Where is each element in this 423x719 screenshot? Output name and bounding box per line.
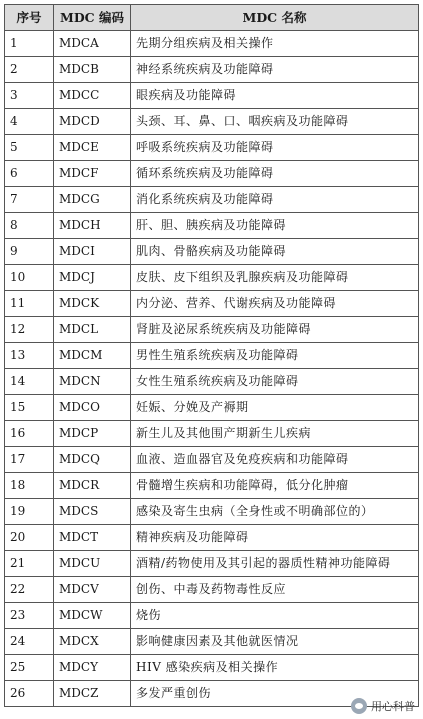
- cell-code: MDCH: [54, 213, 131, 239]
- cell-name: 循环系统疾病及功能障碍: [131, 161, 419, 187]
- table-row: [5, 109, 419, 135]
- cell-name: 精神疾病及功能障碍: [131, 525, 419, 551]
- cell-name: 酒精/药物使用及其引起的器质性精神功能障碍: [131, 551, 419, 577]
- cell-seq: 21: [5, 551, 54, 577]
- watermark-text: 用心科普: [371, 700, 415, 713]
- cell-seq: 8: [5, 213, 54, 239]
- table-row: [5, 395, 419, 421]
- cell-seq: 15: [5, 395, 54, 421]
- cell-name: 头颈、耳、鼻、口、咽疾病及功能障碍: [131, 109, 419, 135]
- cell-seq: 26: [5, 681, 54, 707]
- cell-seq: 7: [5, 187, 54, 213]
- cell-code: MDCZ: [54, 681, 131, 707]
- cell-name: 男性生殖系统疾病及功能障碍: [131, 343, 419, 369]
- cell-code: MDCA: [54, 31, 131, 57]
- table-row: [5, 317, 419, 343]
- cell-seq: 11: [5, 291, 54, 317]
- table-row: [5, 187, 419, 213]
- cell-seq: 2: [5, 57, 54, 83]
- table-header-row: [5, 5, 419, 31]
- cell-code: MDCY: [54, 655, 131, 681]
- cell-name: 肝、胆、胰疾病及功能障碍: [131, 213, 419, 239]
- cell-code: MDCP: [54, 421, 131, 447]
- table-row: [5, 577, 419, 603]
- cell-seq: 24: [5, 629, 54, 655]
- cell-seq: 18: [5, 473, 54, 499]
- header-code: MDC 编码: [54, 5, 131, 31]
- cell-code: MDCF: [54, 161, 131, 187]
- table-row: [5, 161, 419, 187]
- cell-seq: 1: [5, 31, 54, 57]
- table-row: [5, 629, 419, 655]
- cell-seq: 4: [5, 109, 54, 135]
- cell-name: 肌肉、骨骼疾病及功能障碍: [131, 239, 419, 265]
- cell-name: 眼疾病及功能障碍: [131, 83, 419, 109]
- table-row: [5, 473, 419, 499]
- cell-name: 皮肤、皮下组织及乳腺疾病及功能障碍: [131, 265, 419, 291]
- table-row: [5, 291, 419, 317]
- cell-name: 影响健康因素及其他就医情况: [131, 629, 419, 655]
- table-row: [5, 369, 419, 395]
- cell-code: MDCL: [54, 317, 131, 343]
- cell-seq: 19: [5, 499, 54, 525]
- cell-code: MDCE: [54, 135, 131, 161]
- cell-name: 神经系统疾病及功能障碍: [131, 57, 419, 83]
- table-row: [5, 447, 419, 473]
- cell-name: 多发严重创伤: [131, 681, 419, 707]
- cell-name: 先期分组疾病及相关操作: [131, 31, 419, 57]
- cell-name: 妊娠、分娩及产褥期: [131, 395, 419, 421]
- cell-name: 消化系统疾病及功能障碍: [131, 187, 419, 213]
- header-name: MDC 名称: [131, 5, 419, 31]
- table-row: [5, 31, 419, 57]
- cell-code: MDCX: [54, 629, 131, 655]
- cell-seq: 22: [5, 577, 54, 603]
- cell-code: MDCI: [54, 239, 131, 265]
- cell-seq: 14: [5, 369, 54, 395]
- cell-code: MDCR: [54, 473, 131, 499]
- cell-code: MDCC: [54, 83, 131, 109]
- cell-code: MDCB: [54, 57, 131, 83]
- cell-code: MDCM: [54, 343, 131, 369]
- cell-seq: 13: [5, 343, 54, 369]
- cell-name: 烧伤: [131, 603, 419, 629]
- cell-seq: 25: [5, 655, 54, 681]
- cell-seq: 17: [5, 447, 54, 473]
- cell-code: MDCJ: [54, 265, 131, 291]
- table-row: [5, 499, 419, 525]
- cell-seq: 23: [5, 603, 54, 629]
- table-row: [5, 213, 419, 239]
- mdc-table: [4, 4, 419, 707]
- cell-seq: 5: [5, 135, 54, 161]
- cell-name: 呼吸系统疾病及功能障碍: [131, 135, 419, 161]
- table-row: [5, 655, 419, 681]
- table-row: [5, 421, 419, 447]
- cell-code: MDCU: [54, 551, 131, 577]
- table-row: [5, 551, 419, 577]
- watermark: [351, 698, 415, 714]
- cell-seq: 9: [5, 239, 54, 265]
- cell-code: MDCS: [54, 499, 131, 525]
- cell-seq: 12: [5, 317, 54, 343]
- cell-name: 女性生殖系统疾病及功能障碍: [131, 369, 419, 395]
- cell-name: 骨髓增生疾病和功能障碍，低分化肿瘤: [131, 473, 419, 499]
- cell-name: 肾脏及泌尿系统疾病及功能障碍: [131, 317, 419, 343]
- cell-code: MDCO: [54, 395, 131, 421]
- cell-name: 血液、造血器官及免疫疾病和功能障碍: [131, 447, 419, 473]
- cell-code: MDCD: [54, 109, 131, 135]
- table-row: [5, 57, 419, 83]
- cell-name: HIV 感染疾病及相关操作: [131, 655, 419, 681]
- cell-seq: 3: [5, 83, 54, 109]
- header-seq: 序号: [5, 5, 54, 31]
- cell-name: 内分泌、营养、代谢疾病及功能障碍: [131, 291, 419, 317]
- cell-code: MDCT: [54, 525, 131, 551]
- cell-name: 感染及寄生虫病（全身性或不明确部位的）: [131, 499, 419, 525]
- table-row: [5, 83, 419, 109]
- cell-code: MDCW: [54, 603, 131, 629]
- cell-code: MDCK: [54, 291, 131, 317]
- table-row: [5, 525, 419, 551]
- cell-seq: 6: [5, 161, 54, 187]
- table-row: [5, 239, 419, 265]
- cell-code: MDCG: [54, 187, 131, 213]
- cell-code: MDCN: [54, 369, 131, 395]
- cell-seq: 16: [5, 421, 54, 447]
- cell-name: 创伤、中毒及药物毒性反应: [131, 577, 419, 603]
- cell-seq: 20: [5, 525, 54, 551]
- wechat-logo-icon: [351, 698, 367, 714]
- cell-code: MDCV: [54, 577, 131, 603]
- table-row: [5, 135, 419, 161]
- cell-name: 新生儿及其他围产期新生儿疾病: [131, 421, 419, 447]
- cell-code: MDCQ: [54, 447, 131, 473]
- table-row: [5, 265, 419, 291]
- table-row: [5, 603, 419, 629]
- cell-seq: 10: [5, 265, 54, 291]
- table-row: [5, 343, 419, 369]
